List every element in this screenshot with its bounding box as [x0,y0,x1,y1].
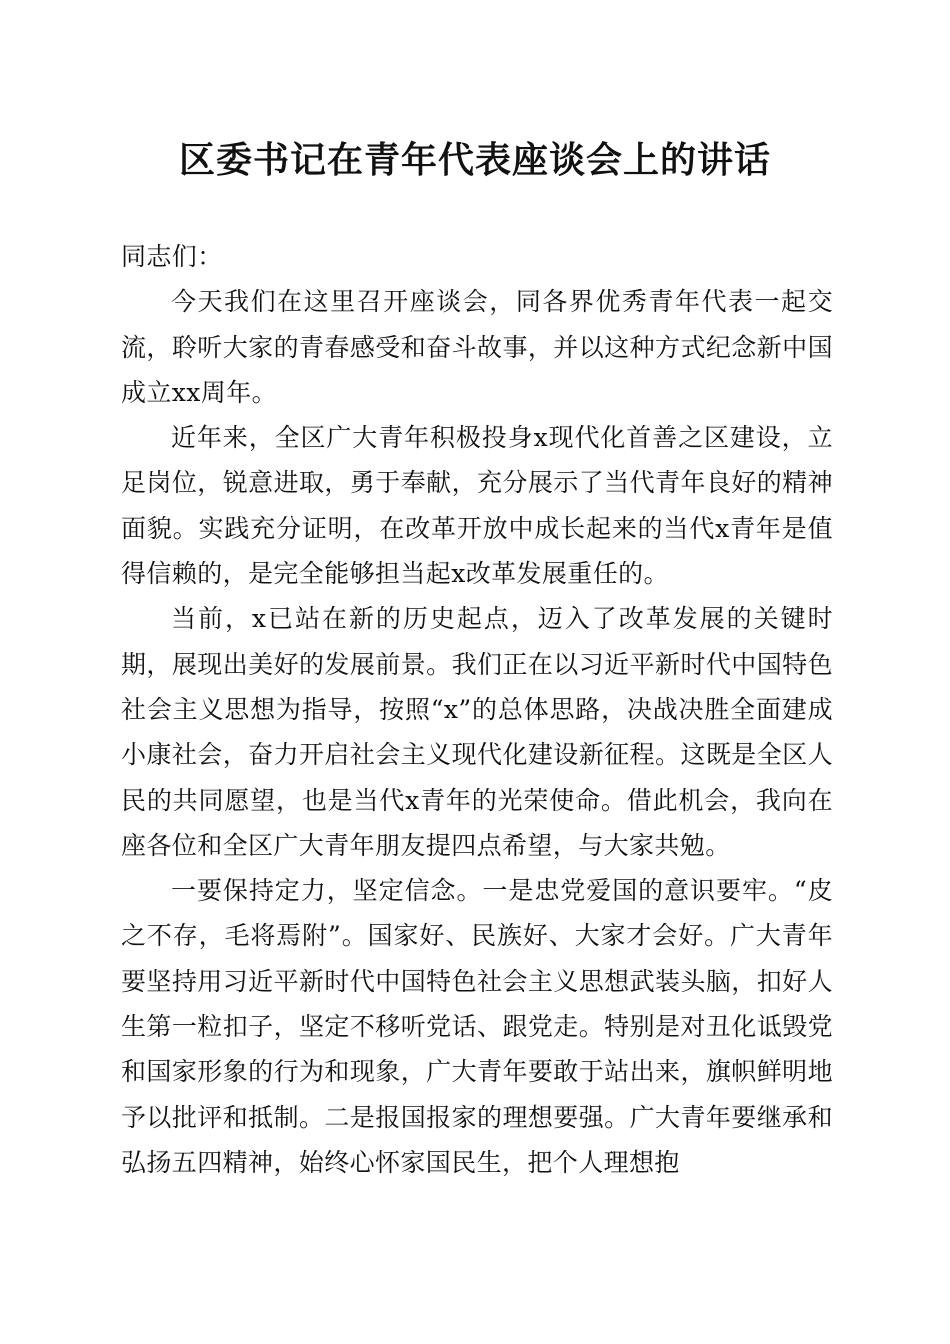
document-body [121,234,833,1185]
document-title: 区委书记在青年代表座谈会上的讲话 [178,139,771,181]
paragraph-first-hope: 一要保持定力，坚定信念。一是忠党爱国的意识要牢。“皮之不存，毛将焉附”。国家好、民族好、大家才会好。广大青年要坚持用习近平新时代中国特色社会主义思想武装头脑，扣好人生第一粒扣子，坚定不移听党话、跟党走。特别是对丑化诋毁党和国家形象的行为和现象，广大青年要敢于站出来，旗帜鲜明地予以批评和抵制。二是报国报家的理想要强。广大青年要继承和弘扬五四精神，始终心怀家国民生，把个人理想抱 [121,876,833,1177]
paragraph-opening: 今天我们在这里召开座谈会，同各界优秀青年代表一起交流，聆听大家的青春感受和奋斗故事，并以这种方式纪念新中国成立xx周年。 [121,287,833,407]
salutation: 同志们： [121,242,223,271]
paragraph-current-situation: 当前，x已站在新的历史起点，迈入了改革发展的关键时期，展现出美好的发展前景。我们正在以习近平新时代中国特色社会主义思想为指导，按照“x”的总体思路，决战决胜全面建成小康社会，奋力开启社会主义现代化建设新征程。这既是全区人民的共同愿望，也是当代x青年的光荣使命。借此机会，我向在座各位和全区广大青年朋友提四点希望，与大家共勉。 [121,604,833,860]
paragraph-recent-years: 近年来，全区广大青年积极投身x现代化首善之区建设，立足岗位，锐意进取，勇于奉献，充分展示了当代青年良好的精神面貌。实践充分证明，在改革开放中成长起来的当代x青年是值得信赖的，是完全能够担当起x改革发展重任的。 [121,423,833,589]
